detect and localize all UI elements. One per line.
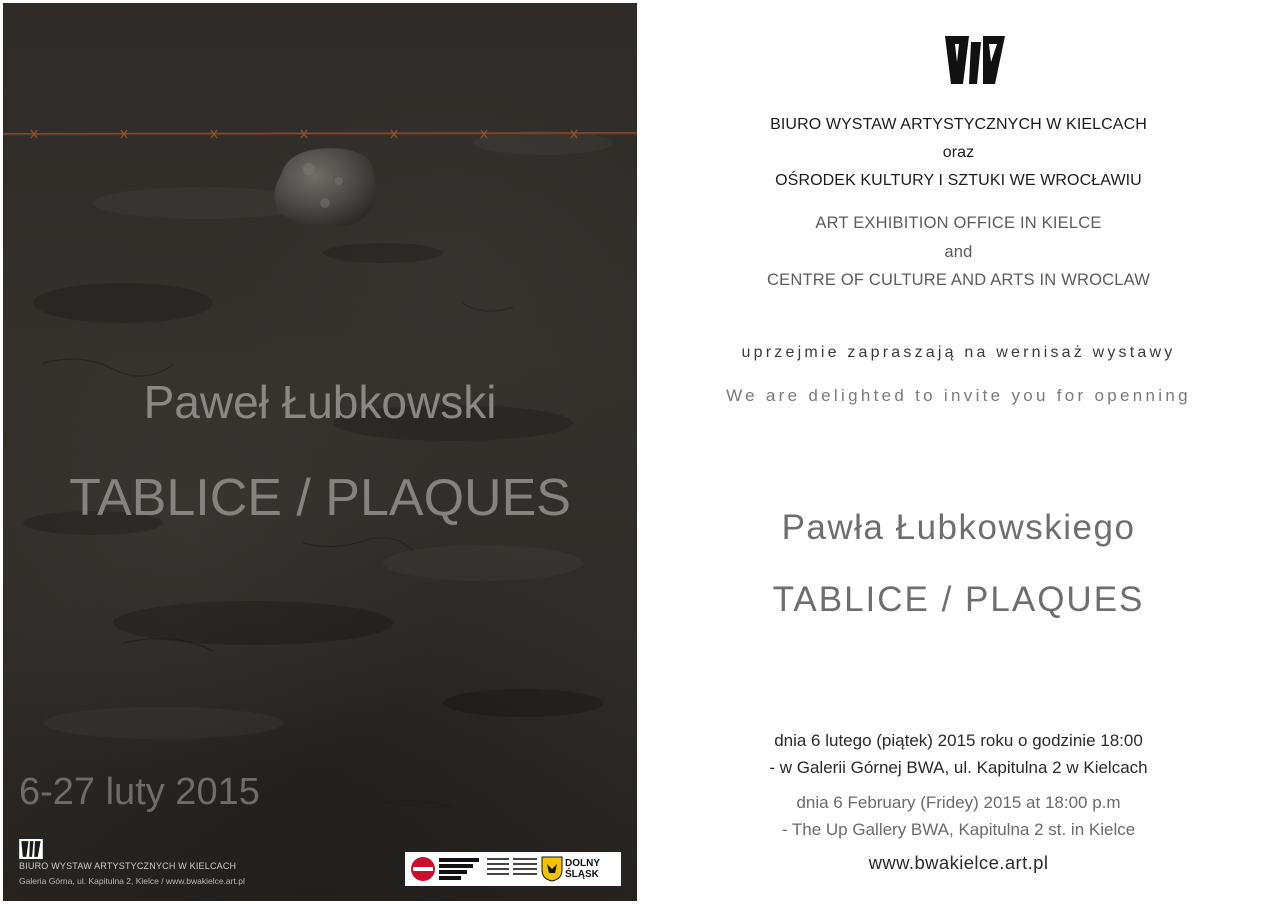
invitation-panel [637,0,1280,904]
dolny-slask-crest-icon [541,856,563,882]
sponsor-logos [405,852,621,886]
invite-text-pl: uprzejmie zapraszają na wernisaż wystawy [741,344,1176,361]
org-en-conjunction: and [944,243,973,261]
poster-panel [3,3,637,901]
bwa-logo-icon [941,32,1007,88]
org-pl-conjunction: oraz [942,144,975,161]
exhibition-title: TABLICE / PLAQUES [772,580,1145,619]
poster-dates: 6-27 luty 2015 [19,771,260,813]
when-en-line-2: - The Up Gallery BWA, Kapitulna 2 st. in Kielce [781,820,1136,839]
org-pl-line-2: OŚRODEK KULTURY I SZTUKI WE WROCŁAWIU [775,172,1142,189]
barbed-wire [3,129,637,139]
poster-exhibition-title: TABLICE / PLAQUES [69,469,571,527]
org-pl-line-1: BIURO WYSTAW ARTYSTYCZNYCH W KIELCACH [770,116,1147,133]
when-pl-line-2: - w Galerii Górnej BWA, ul. Kapitulna 2 w Kielcach [769,758,1148,777]
sponsor-label: DOLNY ŚLĄSK [565,858,600,880]
stone [269,145,379,229]
artist-name: Pawła Łubkowskiego [781,508,1136,547]
invite-text-en: We are delighted to invite you for openning [726,386,1191,405]
poster-artist-name: Paweł Łubkowski [143,376,497,428]
org-en-line-2: CENTRE OF CULTURE AND ARTS IN WROCLAW [767,271,1150,289]
website-link[interactable]: www.bwakielce.art.pl [868,852,1049,873]
poster-footer-org: BIURO WYSTAW ARTYSTYCZNYCH W KIELCACH [19,861,237,871]
poster-footer-address: Galeria Górna, ul. Kapitulna 2, Kielce / www.bwakielce.art.pl [19,876,245,886]
bwa-logo-icon [19,839,43,859]
org-en-line-1: ART EXHIBITION OFFICE IN KIELCE [815,214,1102,232]
when-en-line-1: dnia 6 February (Fridey) 2015 at 18:00 p.m [796,793,1121,812]
when-pl-line-1: dnia 6 lutego (piątek) 2015 roku o godzinie 18:00 [774,731,1143,750]
